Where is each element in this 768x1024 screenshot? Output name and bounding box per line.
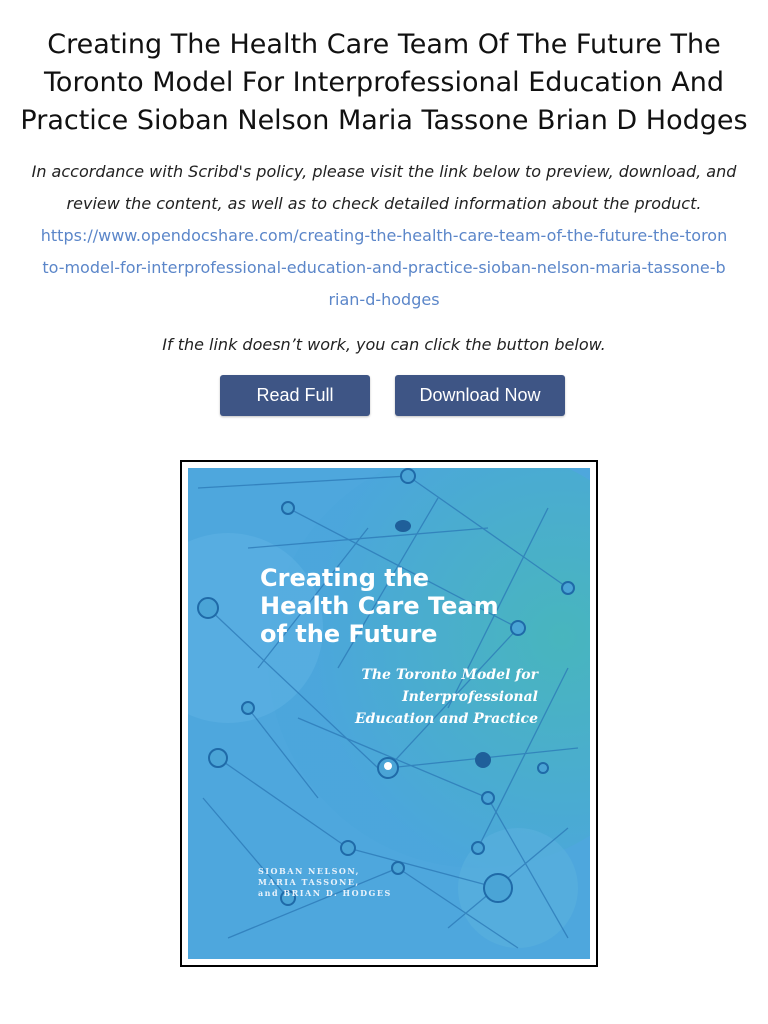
fallback-text: If the link doesn’t work, you can click the button below.	[162, 335, 606, 354]
cover-subtitle: The Toronto Model for Interprofessional Education and Practice	[354, 667, 538, 727]
product-link[interactable]: https://www.opendocshare.com/creating-the-health-care-team-of-the-future-the-toronto-model-for-interprofessional-education-and-practice-sioban-nelson-maria-tassone-brian-d-hodges	[40, 226, 728, 309]
page-title: Creating The Health Care Team Of The Future The Toronto Model For Interprofessional Education And Practice Sioban Nelson Maria Tassone Brian D Hodges	[20, 29, 748, 136]
book-cover-image[interactable]	[188, 468, 590, 959]
policy-notice: In accordance with Scribd's policy, please visit the link below to preview, download, and review the content, as well as to check detailed information about the product.	[31, 162, 737, 213]
cover-title: Creating the Health Care Team of the Future	[260, 564, 499, 648]
read-full-button[interactable]: Read Full	[220, 375, 370, 416]
download-now-button[interactable]: Download Now	[395, 375, 565, 416]
cover-authors: SIOBAN NELSON, MARIA TASSONE, and BRIAN D. HODGES	[258, 866, 392, 898]
cover-text-layer	[188, 468, 590, 959]
book-cover-frame	[180, 460, 598, 967]
